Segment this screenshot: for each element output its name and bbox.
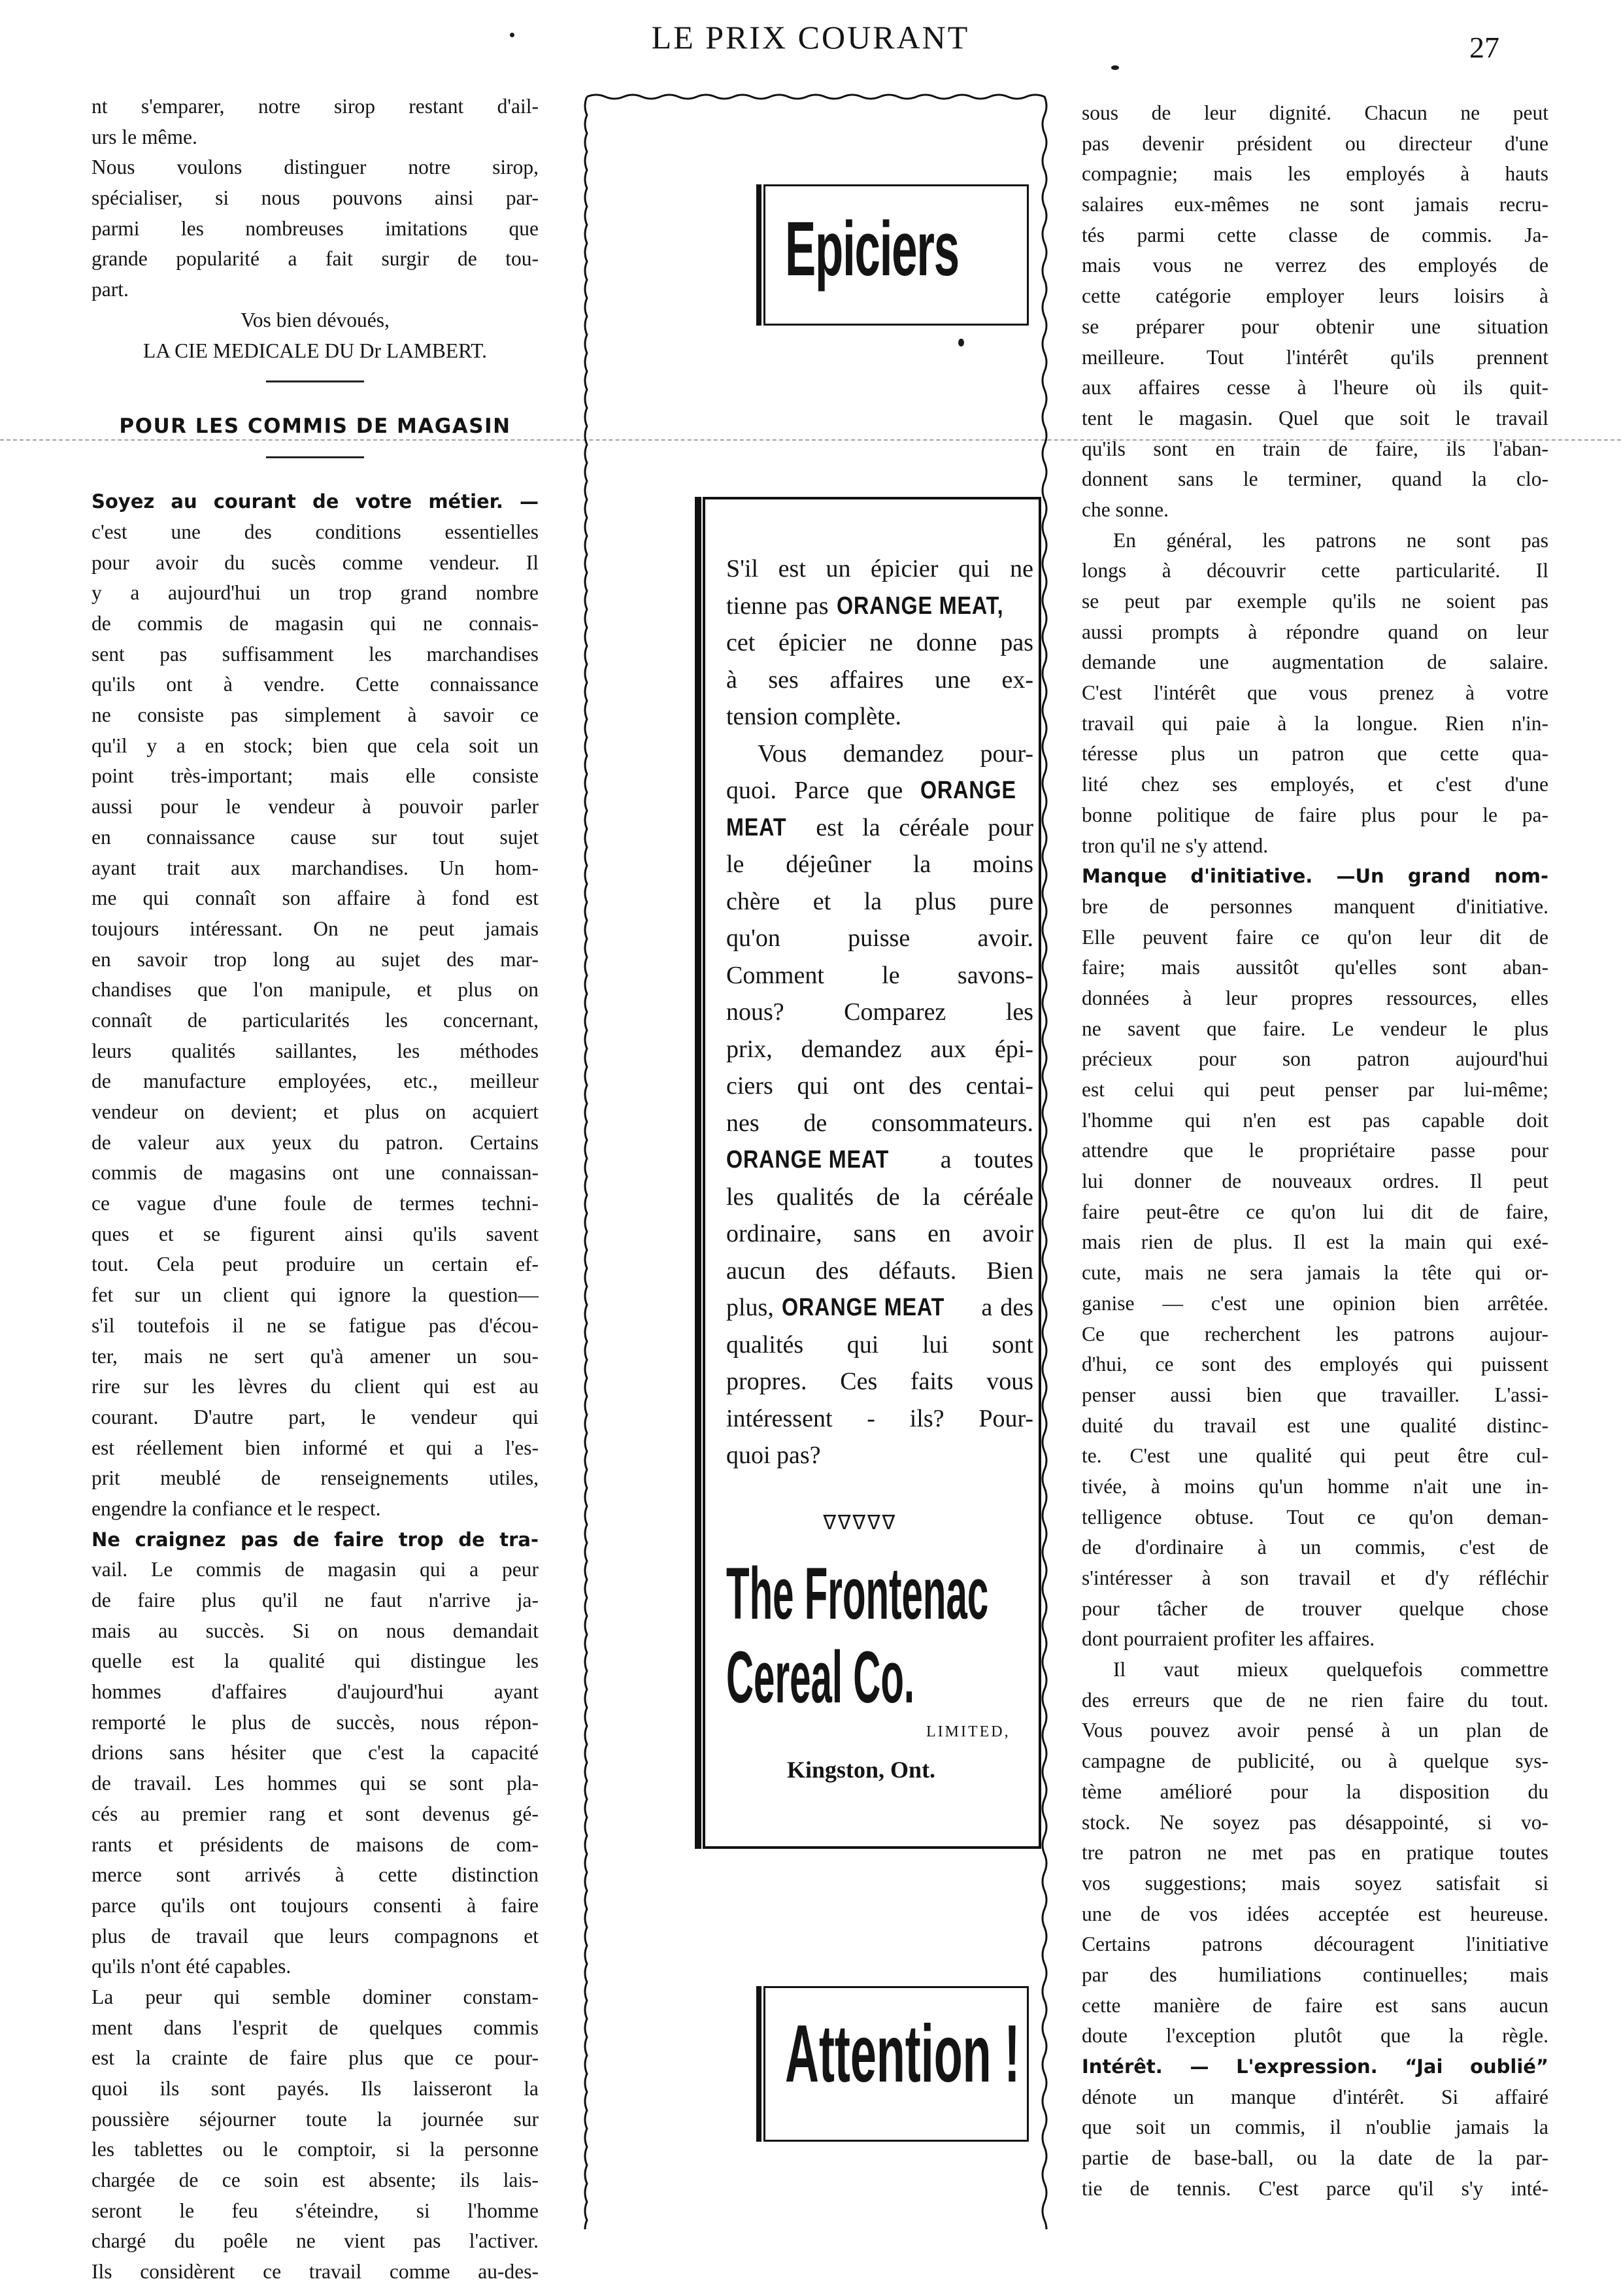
ad-text-span: propres. Ces faits vous <box>726 1368 1033 1395</box>
text-line: duité du travail est une qualité distinc- <box>1082 1413 1548 1437</box>
text-line: cute, mais ne sera jamais la tête qui or- <box>1082 1261 1548 1285</box>
ad-text-span: a des <box>973 1294 1033 1321</box>
ad-text-span: Vous demandez pour- <box>758 739 1033 768</box>
ad-text-line <box>726 1400 1033 1438</box>
text-line: de commis de magasin qui ne connais- <box>92 612 539 635</box>
text-line: longs à découvrir cette particularité. Il <box>1082 559 1548 582</box>
text-line: faire; mais aussitôt qu'elles sont aban- <box>1082 956 1548 979</box>
text-line: bre de personnes manquent d'initiative. <box>1082 894 1548 918</box>
ad-text-line <box>726 1363 1033 1400</box>
text-line: tout. Cela peut produire un certain ef- <box>92 1253 539 1276</box>
ad-body-text <box>726 550 1033 1474</box>
ad-text-line <box>726 1068 1033 1105</box>
text-line: de travail. Les hommes qui se sont pla- <box>92 1772 539 1795</box>
text-line: ayant trait aux marchandises. Un hom- <box>92 856 539 879</box>
text-line: sous de leur dignité. Chacun ne peut <box>1082 101 1548 124</box>
rule-line <box>266 380 364 382</box>
text-line: mais au succès. Si on nous demandait <box>92 1619 539 1642</box>
text-line: sent pas suffisamment les marchandises <box>92 642 539 666</box>
text-line: mais rien de plus. Il est la main qui exé- <box>1082 1230 1548 1254</box>
text-line: seront le feu s'éteindre, si l'homme <box>92 2199 539 2222</box>
ad-text-line <box>726 957 1033 994</box>
text-line: qu'ils sont en train de faire, ils l'aban- <box>1082 437 1548 460</box>
ad-text-line <box>726 1215 1033 1253</box>
ad-text-line <box>726 846 1033 883</box>
ad-text-span: qu'on puisse avoir. <box>726 924 1033 952</box>
ad-text-line <box>726 1326 1033 1364</box>
ad-text-span: cet épicier ne donne pas <box>726 629 1033 656</box>
text-line: bonne politique de faire plus pour le pa- <box>1082 803 1548 826</box>
text-line: cette catégorie employer leurs loisirs à <box>1082 284 1548 308</box>
text-line: attendre que le propriétaire passe pour <box>1082 1139 1548 1162</box>
company-city: Kingston, Ont. <box>787 1757 936 1783</box>
ad-text-line <box>726 550 1033 588</box>
text-line: faire peut-être ce qu'on lui dit de faire, <box>1082 1200 1548 1223</box>
text-line: pour tâcher de trouver quelque chose <box>1082 1596 1548 1620</box>
text-line: remporté le plus de succès, nous répon- <box>92 1710 539 1734</box>
text-line: compagnie; mais les employés à hauts <box>1082 162 1548 186</box>
ad-text-line <box>726 809 1033 847</box>
text-line: ne consiste pas simplement à savoir ce <box>92 703 539 727</box>
text-line: cés au premier rang et sont devenus gé- <box>92 1802 539 1825</box>
text-line: chandises que l'on manipule, et plus on <box>92 978 539 1002</box>
text-line: prit meublé de renseignements utiles, <box>92 1466 539 1490</box>
text-line: courant. D'autre part, le vendeur qui <box>92 1405 539 1428</box>
text-line: est celui qui peut penser par lui-même; <box>1082 1078 1548 1101</box>
text-line: par des humiliations continuelles; mais <box>1082 1963 1548 1986</box>
text-line: parce qu'ils ont toujours consenti à faire <box>92 1893 539 1917</box>
text-line: spécialiser, si nous pouvons ainsi par- <box>92 186 539 210</box>
text-line: tés parmi cette classe de commis. Ja- <box>1082 223 1548 246</box>
ad-text-line <box>726 1289 1033 1326</box>
product-name: MEAT <box>726 813 787 841</box>
text-line: est la crainte de faire plus que ce pour- <box>92 2046 539 2070</box>
text-line: penser aussi bien que travailler. L'assi- <box>1082 1383 1548 1406</box>
text-line: engendre la confiance et le respect. <box>92 1496 381 1520</box>
text-line: y a aujourd'hui un trop grand nombre <box>92 581 539 605</box>
text-line: en savoir trop long au sujet des mar- <box>92 947 539 971</box>
text-line: se préparer pour obtenir une situation <box>1082 314 1548 338</box>
company-name-line: The Frontenac <box>726 1553 989 1634</box>
attention-heading: Attention ! <box>785 2009 1020 2099</box>
text-line: LA CIE MEDICALE DU Dr LAMBERT. <box>143 339 487 362</box>
text-line: données à leur propres ressources, elles <box>1082 986 1548 1009</box>
text-line: en connaissance cause sur tout sujet <box>92 825 539 849</box>
text-line: rire sur les lèvres du client qui est au <box>92 1375 539 1398</box>
ad-text-span: plus, <box>726 1294 782 1321</box>
text-line: grande popularité a fait surgir de tou- <box>92 247 539 271</box>
ad-text-span: S'il est un épicier qui ne <box>726 555 1033 582</box>
text-line: Ce que recherchent les patrons aujour- <box>1082 1322 1548 1345</box>
text-line: te. C'est une qualité qui peut être cul- <box>1082 1444 1548 1468</box>
ad-text-span: le déjeûner la moins <box>726 851 1033 878</box>
company-name <box>726 1552 988 1719</box>
text-line: demande une augmentation de salaire. <box>1082 650 1548 674</box>
text-line: vail. Le commis de magasin qui a peur <box>92 1558 539 1581</box>
ad-text-span: nous? Comparez les <box>726 998 1033 1026</box>
ad-text-span: est la céréale pour <box>797 813 1033 841</box>
page-number: 27 <box>1469 31 1499 64</box>
text-line: des erreurs que de ne rien faire du tout. <box>1082 1688 1548 1712</box>
ad-text-span: Comment le savons- <box>726 961 1033 989</box>
section-rule <box>92 380 539 411</box>
text-line: l'homme qui n'en est pas capable doit <box>1082 1108 1548 1132</box>
text-line: leurs qualités saillantes, les méthodes <box>92 1039 539 1062</box>
text-line: précieux pour son patron aujourd'hui <box>1082 1047 1548 1071</box>
product-name: ORANGE MEAT <box>782 1294 945 1321</box>
text-line: nt s'emparer, notre sirop restant d'ail- <box>92 95 539 118</box>
text-line: chargée de ce soin est absente; ils lais- <box>92 2169 539 2192</box>
ad-text-span: ordinaire, sans en avoir <box>726 1220 1033 1247</box>
text-line: ganise — c'est une opinion bien arrêtée. <box>1082 1291 1548 1315</box>
text-line: tre patron ne met pas en pratique toutes <box>1082 1841 1548 1865</box>
ad-text-span: a toutes <box>918 1146 1033 1173</box>
text-line: me qui connaît son affaire à fond est <box>92 886 539 910</box>
subheading-line: Ne craignez pas de faire trop de tra- <box>92 1528 539 1551</box>
section-rule <box>92 456 539 487</box>
text-line: lui donner de nouveaux ordres. Il peut <box>1082 1170 1548 1193</box>
ad-text-line <box>726 1437 1033 1474</box>
right-article-column <box>1082 98 1548 2204</box>
text-line: les tablettes ou le comptoir, si la personne <box>92 2138 539 2161</box>
text-line: de valeur aux yeux du patron. Certains <box>92 1130 539 1154</box>
text-line: ce vague d'une foule de termes techni- <box>92 1192 539 1215</box>
text-line: partie de base-ball, ou la date de la par- <box>1082 2146 1548 2170</box>
text-line: parmi les nombreuses imitations que <box>92 216 539 240</box>
text-line: se peut par exemple qu'ils ne soient pas <box>1082 590 1548 613</box>
section-heading: POUR LES COMMIS DE MAGASIN <box>119 414 511 438</box>
ink-speck <box>1111 65 1119 70</box>
text-line: de manufacture employées, etc., meilleur <box>92 1070 539 1093</box>
ad-text-line <box>726 588 1033 625</box>
ad-text-span: quoi pas? <box>726 1442 821 1469</box>
page-header-title: LE PRIX COURANT <box>651 19 970 56</box>
text-line: Certains patrons découragent l'initiative <box>1082 1933 1548 1956</box>
text-line: s'il toutefois il ne se fatigue pas d'écou- <box>92 1313 539 1337</box>
text-line: de faire plus qu'il ne faut n'arrive ja- <box>92 1589 539 1612</box>
text-line: campagne de publicité, ou à quelque sys- <box>1082 1749 1548 1773</box>
text-line: toujours intéressant. On ne peut jamais <box>92 917 539 940</box>
attention-box <box>763 1986 1029 2142</box>
text-line: quelle est la qualité qui distingue les <box>92 1649 539 1673</box>
ad-text-line <box>726 1141 1033 1179</box>
text-line: rants et présidents de maisons de com- <box>92 1832 539 1856</box>
text-line: poussière séjourner toute la journée sur <box>92 2107 539 2131</box>
text-line: tème amélioré pour la disposition du <box>1082 1780 1548 1803</box>
subheading-line: Soyez au courant de votre métier. — <box>92 490 539 513</box>
text-line: Il vaut mieux quelquefois commettre <box>1113 1658 1548 1681</box>
text-line: pour avoir du sucès comme vendeur. Il <box>92 550 539 574</box>
ad-text-line <box>726 994 1033 1031</box>
text-line: La peur qui semble dominer constam- <box>92 1985 539 2008</box>
ad-text-span: aucun des défauts. Bien <box>726 1257 1033 1285</box>
text-line: de d'ordinaire à un commis, c'est de <box>1082 1536 1548 1559</box>
text-line: merce sont arrivés à cette distinction <box>92 1863 539 1887</box>
ad-text-line <box>726 698 1033 735</box>
text-line: Nous voulons distinguer notre sirop, <box>92 156 539 179</box>
text-line: chargé du poêle ne vient pas l'activer. <box>92 2229 539 2253</box>
text-line: commis de magasins ont une connaissan- <box>92 1161 539 1185</box>
text-line: ter, mais ne sert qu'à amener un sou- <box>92 1344 539 1368</box>
subheading-line: Intérêt. — L'expression. “Jai oublié” <box>1082 2055 1548 2078</box>
text-line: ne savent que faire. Le vendeur le plus <box>1082 1017 1548 1040</box>
text-line: que soit un commis, il n'oublie jamais la <box>1082 2116 1548 2139</box>
text-line: lité chez ses employés, et c'est d'une <box>1082 773 1548 796</box>
text-line: Ils considèrent ce travail comme au-des- <box>92 2260 539 2284</box>
text-line: che sonne. <box>1082 498 1169 521</box>
text-line: cette manière de faire est sans aucun <box>1082 1993 1548 2017</box>
text-line: est réellement bien informé et qui a l'es- <box>92 1436 539 1459</box>
ad-text-line <box>726 1031 1033 1068</box>
text-line: part. <box>92 278 129 301</box>
ad-text-span: ciers qui ont des centai- <box>726 1072 1033 1100</box>
text-line: aussi prompts à répondre quand on leur <box>1082 620 1548 643</box>
text-line: hommes d'affaires d'aujourd'hui ayant <box>92 1680 539 1704</box>
text-line: C'est l'intérêt que vous prenez à votre <box>1082 681 1548 705</box>
ad-text-line <box>726 1179 1033 1216</box>
ad-text-line <box>726 735 1033 773</box>
text-line: tent le magasin. Quel que soit le travail <box>1082 406 1548 430</box>
ad-text-span: chère et la plus pure <box>726 887 1033 915</box>
ad-text-span: quoi. Parce que <box>726 777 921 804</box>
orange-meat-advertisement <box>703 497 1041 1849</box>
text-line: s'intéresser à son travail et d'y réfléchir <box>1082 1566 1548 1589</box>
text-line: donnent sans le terminer, quand la clo- <box>1082 467 1548 491</box>
ink-speck <box>958 339 964 346</box>
text-line: dont pourraient profiter les affaires. <box>1082 1627 1375 1651</box>
ad-text-span: tienne pas <box>726 592 837 620</box>
rule-line <box>266 456 364 458</box>
ad-text-span: les qualités de la céréale <box>726 1183 1033 1211</box>
text-line: urs le même. <box>92 125 197 148</box>
text-line: travail qui paie à la longue. Rien n'in- <box>1082 711 1548 735</box>
ad-text-line <box>726 662 1033 699</box>
text-line: mais vous ne verrez des employés de <box>1082 254 1548 277</box>
text-line: aux affaires cesse à l'heure où ils quit- <box>1082 376 1548 399</box>
text-line: tron qu'il ne s'y attend. <box>1082 834 1269 857</box>
ad-text-span: prix, demandez aux épi- <box>726 1035 1033 1063</box>
ad-text-span: nes de consommateurs. <box>726 1109 1033 1137</box>
text-line: qu'ils n'ont été capables. <box>92 1955 292 1978</box>
text-line: pas devenir président ou directeur d'une <box>1082 131 1548 155</box>
text-line: dénote un manque d'intérêt. Si affairé <box>1082 2085 1548 2108</box>
text-line: point très-important; mais elle consiste <box>92 764 539 788</box>
ad-text-span: intéressent - ils? Pour- <box>726 1404 1033 1432</box>
company-limited: LIMITED, <box>926 1723 1011 1740</box>
ad-text-line <box>726 1105 1033 1142</box>
text-line: vendeur on devient; et plus on acquiert <box>92 1100 539 1123</box>
ad-text-line <box>726 624 1033 662</box>
text-line: tie de tennis. C'est parce qu'il s'y inté- <box>1082 2176 1548 2200</box>
text-line: ques et se figurent ainsi qu'ils savent <box>92 1222 539 1245</box>
text-line: Elle peuvent faire ce qu'on leur dit de <box>1082 925 1548 949</box>
text-line: drions sans hésiter que c'est la capacité <box>92 1741 539 1764</box>
text-line: tivée, à moins qu'un homme n'ait une in- <box>1082 1474 1548 1498</box>
company-name-line: Cereal Co. <box>726 1636 915 1718</box>
text-line: doute l'exception plutôt que la règle. <box>1082 2024 1548 2048</box>
text-line: une de vos idées acceptée est heureuse. <box>1082 1902 1548 1925</box>
text-line: telligence obtuse. Tout ce qu'on deman- <box>1082 1505 1548 1528</box>
text-line: stock. Ne soyez pas désappointé, si vo- <box>1082 1810 1548 1834</box>
ornament: ᐁᐁᐁᐁᐁ <box>823 1512 897 1534</box>
ad-text-line <box>726 1253 1033 1290</box>
ad-text-span: à ses affaires une ex- <box>726 666 1033 694</box>
text-line: meilleure. Tout l'intérêt qu'ils prennent <box>1082 345 1548 369</box>
ad-text-span: qualités qui lui sont <box>726 1330 1033 1359</box>
left-article-column <box>92 92 539 2288</box>
product-name: ORANGE MEAT <box>726 1146 890 1173</box>
ad-text-line <box>726 883 1033 920</box>
product-name: ORANGE <box>920 777 1017 804</box>
text-line: vos suggestions; mais soyez satisfait si <box>1082 1871 1548 1895</box>
product-name: ORANGE MEAT, <box>837 592 1004 620</box>
text-line: plus de travail que leurs compagnons et <box>92 1924 539 1948</box>
ink-speck <box>510 33 514 37</box>
text-line: d'hui, ce sont des employés qui puissent <box>1082 1353 1548 1376</box>
subheading-line: Manque d'initiative. —Un grand nom- <box>1082 865 1548 888</box>
text-line: Vous pouvez avoir pensé à un plan de <box>1082 1719 1548 1742</box>
text-line: En général, les patrons ne sont pas <box>1113 528 1548 552</box>
ad-text-span: tension complète. <box>726 703 902 730</box>
text-line: qu'ils ont à vendre. Cette connaissance <box>92 673 539 696</box>
text-line: téresse plus un patron que cette qua- <box>1082 742 1548 766</box>
text-line: salaires eux-mêmes ne sont jamais recru- <box>1082 193 1548 216</box>
text-line: aussi pour le vendeur à pouvoir parler <box>92 795 539 819</box>
text-line: fet sur un client qui ignore la question— <box>92 1283 539 1307</box>
epiciers-box <box>763 184 1029 326</box>
ad-text-line <box>726 772 1033 809</box>
epiciers-heading: Epiciers <box>785 206 959 292</box>
text-line: quoi ils sont payés. Ils laisseront la <box>92 2077 539 2100</box>
ad-text-line <box>726 920 1033 957</box>
text-line: Vos bien dévoués, <box>241 308 390 331</box>
text-line: c'est une des conditions essentielles <box>92 520 539 543</box>
text-line: ment dans l'esprit de quelques commis <box>92 2016 539 2039</box>
text-line: qu'il y a en stock; bien que cela soit un <box>92 734 539 757</box>
text-line: connaît de particularités les concernant, <box>92 1008 539 1032</box>
